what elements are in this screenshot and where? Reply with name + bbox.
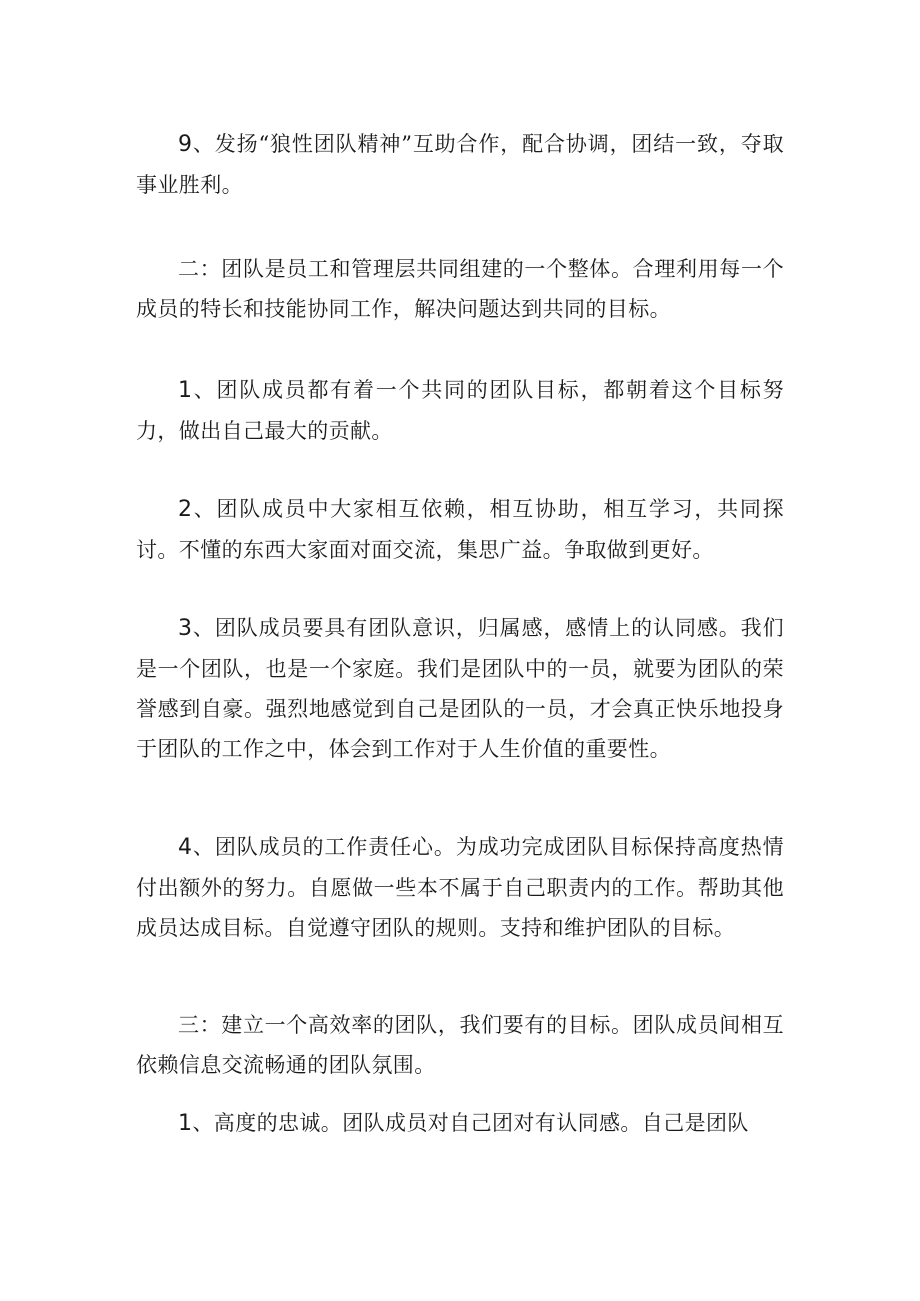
paragraph-text: 、团队成员的工作责任心。为成功完成团队目标保持高度热情付出额外的努力。自愿做一些本不属于自己职责内的工作。帮助其他成员达成目标。自觉遵守团队的规则。支持和维护团队的目标。 <box>136 835 784 940</box>
paragraph-text: 、团队成员中大家相互依赖，相互协助，相互学习，共同探讨。不懂的东西大家面对面交流，集思广益。争取做到更好。 <box>136 497 784 562</box>
paragraph-section-3 <box>136 1005 784 1085</box>
item-number: 4 <box>178 835 193 860</box>
paragraph-text: 三：建立一个高效率的团队，我们要有的目标。团队成员间相互依赖信息交流畅通的团队氛围。 <box>136 1013 784 1077</box>
item-number: 1 <box>178 378 193 403</box>
item-number: 1 <box>178 1111 193 1136</box>
paragraph-text: 、团队成员要具有团队意识，归属感，感情上的认同感。我们是一个团队，也是一个家庭。我们是团队中的一员，就要为团队的荣誉感到自豪。强烈地感觉到自己是团队的一员，才会真正快乐地投身于团队的工作之中，体会到工作对于人生价值的重要性。 <box>136 616 784 761</box>
paragraph-item-9 <box>136 124 784 205</box>
item-number: 3 <box>178 616 193 641</box>
paragraph-text: 二：团队是员工和管理层共同组建的一个整体。合理利用每一个成员的特长和技能协同工作，解决问题达到共同的目标。 <box>136 257 784 321</box>
paragraph-text: 、高度的忠诚。团队成员对自己团对有认同感。自己是团队 <box>192 1111 749 1135</box>
item-number: 2 <box>178 497 193 522</box>
paragraph-item-2 <box>136 489 784 570</box>
paragraph-item-3 <box>136 608 784 769</box>
paragraph-text: 、发扬“狼性团队精神”互助合作，配合协调，团结一致，夺取事业胜利。 <box>136 132 784 197</box>
paragraph-item-4 <box>136 827 784 948</box>
paragraph-text: 、团队成员都有着一个共同的团队目标，都朝着这个目标努力，做出自己最大的贡献。 <box>136 378 784 443</box>
paragraph-item-1b <box>136 1103 784 1144</box>
paragraph-section-2 <box>136 249 784 329</box>
item-number: 9 <box>178 132 193 157</box>
paragraph-item-1 <box>136 370 784 451</box>
